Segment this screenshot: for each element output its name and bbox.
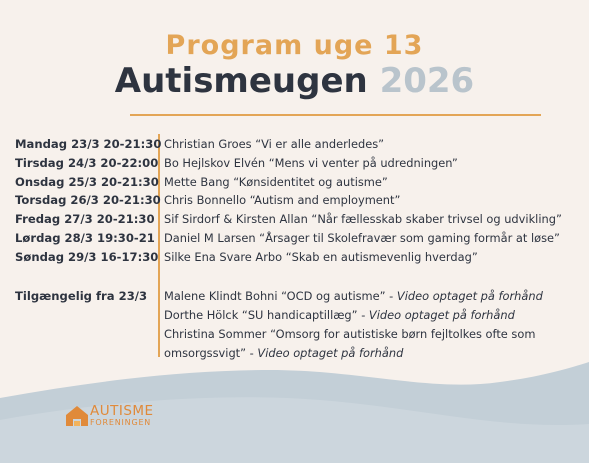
video-title: Malene Klindt Bohni “OCD og autisme” - <box>164 289 397 303</box>
video-item <box>164 306 584 325</box>
logo-text: AUTISME <box>90 403 154 419</box>
schedule-row <box>15 228 560 248</box>
video-item <box>164 325 584 363</box>
divider-line <box>130 114 541 116</box>
schedule-day: Lørdag 28/3 19:30-21 <box>15 231 155 245</box>
video-note: Video optaget på forhånd <box>396 289 543 303</box>
title-text: Autismeugen <box>114 61 368 101</box>
schedule-day: Fredag 27/3 20-21:30 <box>15 212 155 226</box>
logo-subtext: FORENINGEN <box>90 418 152 427</box>
schedule-day: Onsdag 25/3 20-21:30 <box>15 175 159 189</box>
schedule-row <box>15 172 388 192</box>
program-subtitle: Program uge 13 <box>165 30 424 61</box>
video-title: Dorthe Hölck “SU handicaptillæg” - <box>164 308 369 322</box>
schedule-row <box>15 153 458 173</box>
video-note: Video optaget på forhånd <box>368 308 515 322</box>
schedule-row <box>15 190 401 210</box>
logo-house-icon <box>64 404 90 428</box>
video-item <box>164 287 584 306</box>
schedule-row <box>15 134 385 154</box>
schedule-talk: Mette Bang “Kønsidentitet og autisme” <box>164 175 388 189</box>
schedule-row <box>15 247 478 267</box>
schedule-day: Tirsdag 24/3 20-22:00 <box>15 156 159 170</box>
schedule-day: Søndag 29/3 16-17:30 <box>15 250 159 264</box>
schedule-row <box>15 209 562 229</box>
schedule-day: Torsdag 26/3 20-21:30 <box>15 193 161 207</box>
video-note: Video optaget på forhånd <box>257 346 404 360</box>
schedule-talk: Silke Ena Svare Arbo “Skab en autismevenlig hverdag” <box>164 250 478 264</box>
schedule-talk: Chris Bonnello “Autism and employment” <box>164 193 401 207</box>
schedule-day: Mandag 23/3 20-21:30 <box>15 137 162 151</box>
video-title: Christina Sommer “Omsorg for autistiske børn fejltolkes ofte som omsorgssvigt” - <box>164 327 536 360</box>
title-year: 2026 <box>379 61 475 101</box>
schedule-talk: Christian Groes “Vi er alle anderledes” <box>164 137 385 151</box>
schedule-talk: Daniel M Larsen “Årsager til Skolefravær som gaming formår at løse” <box>164 231 560 245</box>
available-label: Tilgængelig fra 23/3 <box>15 289 148 303</box>
schedule-talk: Bo Hejlskov Elvén “Mens vi venter på udredningen” <box>164 156 458 170</box>
schedule-talk: Sif Sirdorf & Kirsten Allan “Når fællesskab skaber trivsel og udvikling” <box>164 212 562 226</box>
page-title <box>0 61 589 101</box>
